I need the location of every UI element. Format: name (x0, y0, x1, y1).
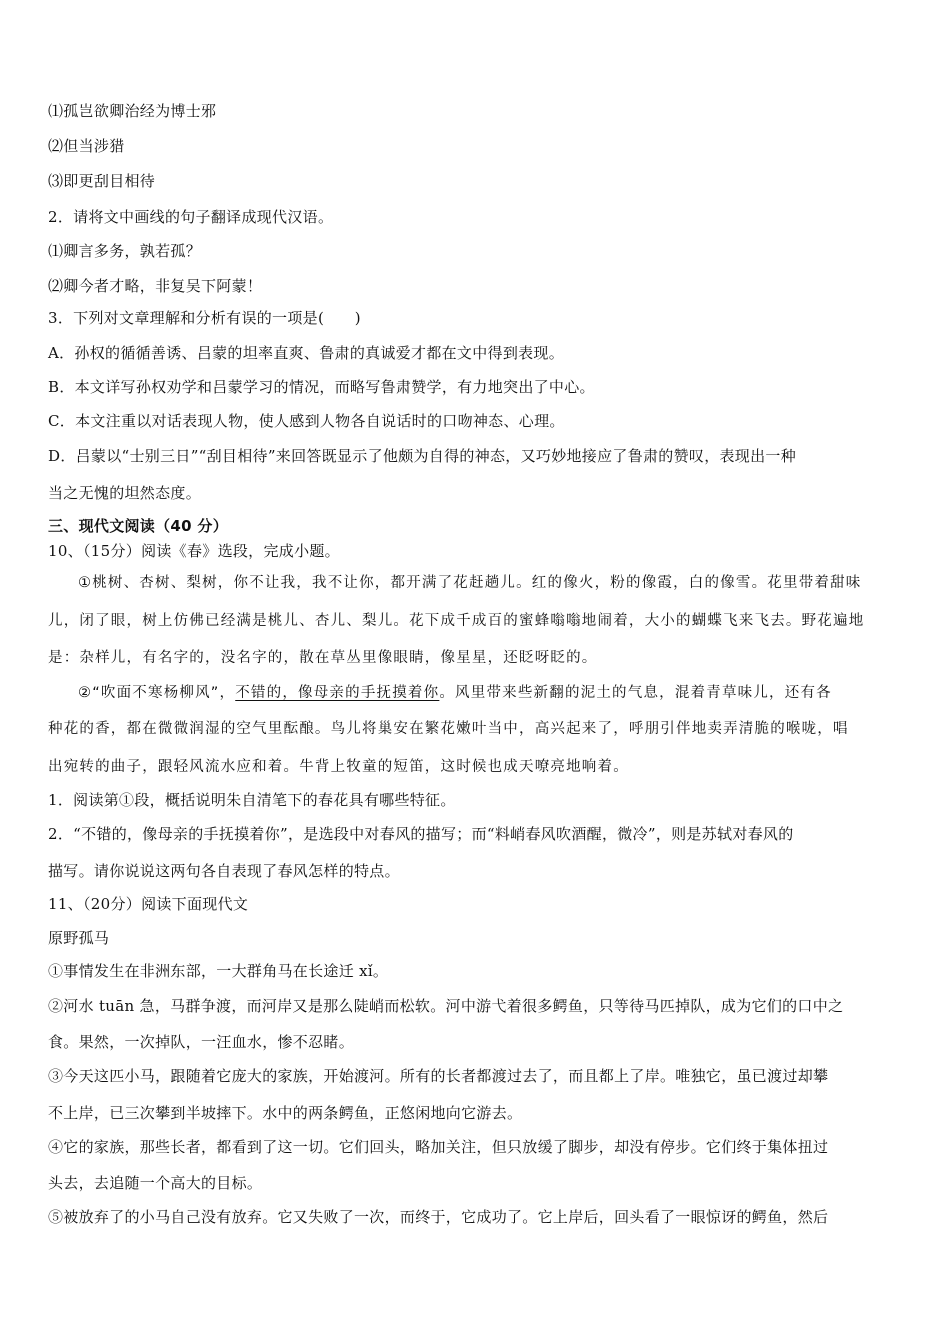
article-paragraph-2-line-2: 食。果然，一次掉队，一汪血水，惨不忍睹。 (48, 1033, 355, 1051)
question-10-2-line-2: 描写。请你说说这两句各自表现了春风怎样的特点。 (48, 862, 400, 880)
question-2-prompt: 2．请将文中画线的句子翻译成现代汉语。 (48, 208, 334, 226)
passage-paragraph-1-line-1: ①桃树、杏树、梨树，你不让我，我不让你，都开满了花赶趟儿。红的像火，粉的像霞，白的像雪。花里带着甜味 (78, 575, 862, 591)
passage-continuation: 。风里带来些新翻的泥土的气息，混着青草味儿，还有各 (439, 685, 832, 701)
question-10-1: 1．阅读第①段，概括说明朱自清笔下的春花具有哪些特征。 (48, 791, 456, 809)
section-heading: 三、现代文阅读（40 分） (48, 517, 228, 535)
option-d-line-2: 当之无愧的坦然态度。 (48, 484, 202, 502)
passage-paragraph-1-line-3: 是：杂样儿，有名字的，没名字的，散在草丛里像眼睛，像星星，还眨呀眨的。 (48, 650, 598, 666)
question-1-item-2: ⑵但当涉猎 (48, 137, 125, 155)
article-paragraph-5-line-1: ⑤被放弃了的小马自己没有放弃。它又失败了一次，而终于，它成功了。它上岸后，回头看了一眼惊讶的鳄鱼，然后 (48, 1208, 829, 1226)
option-b: B．本文详写孙权劝学和吕蒙学习的情况，而略写鲁肃赞学，有力地突出了中心。 (48, 378, 595, 396)
article-paragraph-3-line-1: ③今天这匹小马，跟随着它庞大的家族，开始渡河。所有的长者都渡过去了，而且都上了岸。唯独它，虽已渡过却攀 (48, 1067, 829, 1085)
underlined-sentence: 不错的，像母亲的手抚摸着你 (235, 685, 440, 701)
question-2-item-2: ⑵卿今者才略，非复吴下阿蒙！ (48, 277, 263, 295)
question-2-item-1: ⑴卿言多务，孰若孤？ (48, 242, 202, 260)
article-title: 原野孤马 (48, 929, 110, 947)
option-c: C．本文注重以对话表现人物，使人感到人物各自说话时的口吻神态、心理。 (48, 412, 565, 430)
passage-paragraph-2-line-3: 出宛转的曲子，跟轻风流水应和着。牛背上牧童的短笛，这时候也成天嘹亮地响着。 (48, 759, 629, 775)
article-paragraph-2-line-1: ②河水 tuān 急，马群争渡，而河岸又是那么陡峭而松软。河中游弋着很多鳄鱼，只等待马匹掉队，成为它们的口中之 (48, 997, 844, 1015)
article-paragraph-4-line-2: 头去，去追随一个高大的目标。 (48, 1174, 263, 1192)
question-10-heading: 10、（15分）阅读《春》选段，完成小题。 (48, 542, 340, 560)
question-3-prompt: 3．下列对文章理解和分析有误的一项是( ) (48, 309, 361, 327)
question-11-heading: 11、（20分）阅读下面现代文 (48, 895, 249, 913)
option-a: A．孙权的循循善诱、吕蒙的坦率直爽、鲁肃的真诚爱才都在文中得到表现。 (48, 344, 565, 362)
question-1-item-1: ⑴孤岂欲卿治经为博士邪 (48, 102, 217, 120)
passage-paragraph-2-line-2: 种花的香，都在微微润湿的空气里酝酿。鸟儿将巢安在繁花嫩叶当中，高兴起来了，呼朋引伴地卖弄清脆的喉咙，唱 (48, 721, 849, 737)
passage-paragraph-2-line-1 (78, 683, 908, 703)
question-10-2-line-1: 2．“不错的，像母亲的手抚摸着你”，是选段中对春风的描写；而“料峭春风吹酒醒，微冷”，则是苏轼对春风的 (48, 825, 794, 843)
passage-paragraph-1-line-2: 儿，闭了眼，树上仿佛已经满是桃儿、杏儿、梨儿。花下成千成百的蜜蜂嗡嗡地闹着，大小的蝴蝶飞来飞去。野花遍地 (48, 613, 865, 629)
article-paragraph-1: ①事情发生在非洲东部，一大群角马在长途迁 xǐ。 (48, 962, 389, 980)
question-1-item-3: ⑶即更刮目相待 (48, 172, 156, 190)
article-paragraph-3-line-2: 不上岸，已三次攀到半坡摔下。水中的两条鳄鱼，正悠闲地向它游去。 (48, 1104, 523, 1122)
article-paragraph-4-line-1: ④它的家族，那些长者，都看到了这一切。它们回头，略加关注，但只放缓了脚步，却没有停步。它们终于集体扭过 (48, 1138, 829, 1156)
passage-quote: ②“吹面不寒杨柳风”， (78, 685, 236, 701)
option-d-line-1: D．吕蒙以“士别三日”“刮目相待”来回答既显示了他颇为自得的神态，又巧妙地接应了鲁肃的赞叹，表现出一种 (48, 447, 797, 465)
